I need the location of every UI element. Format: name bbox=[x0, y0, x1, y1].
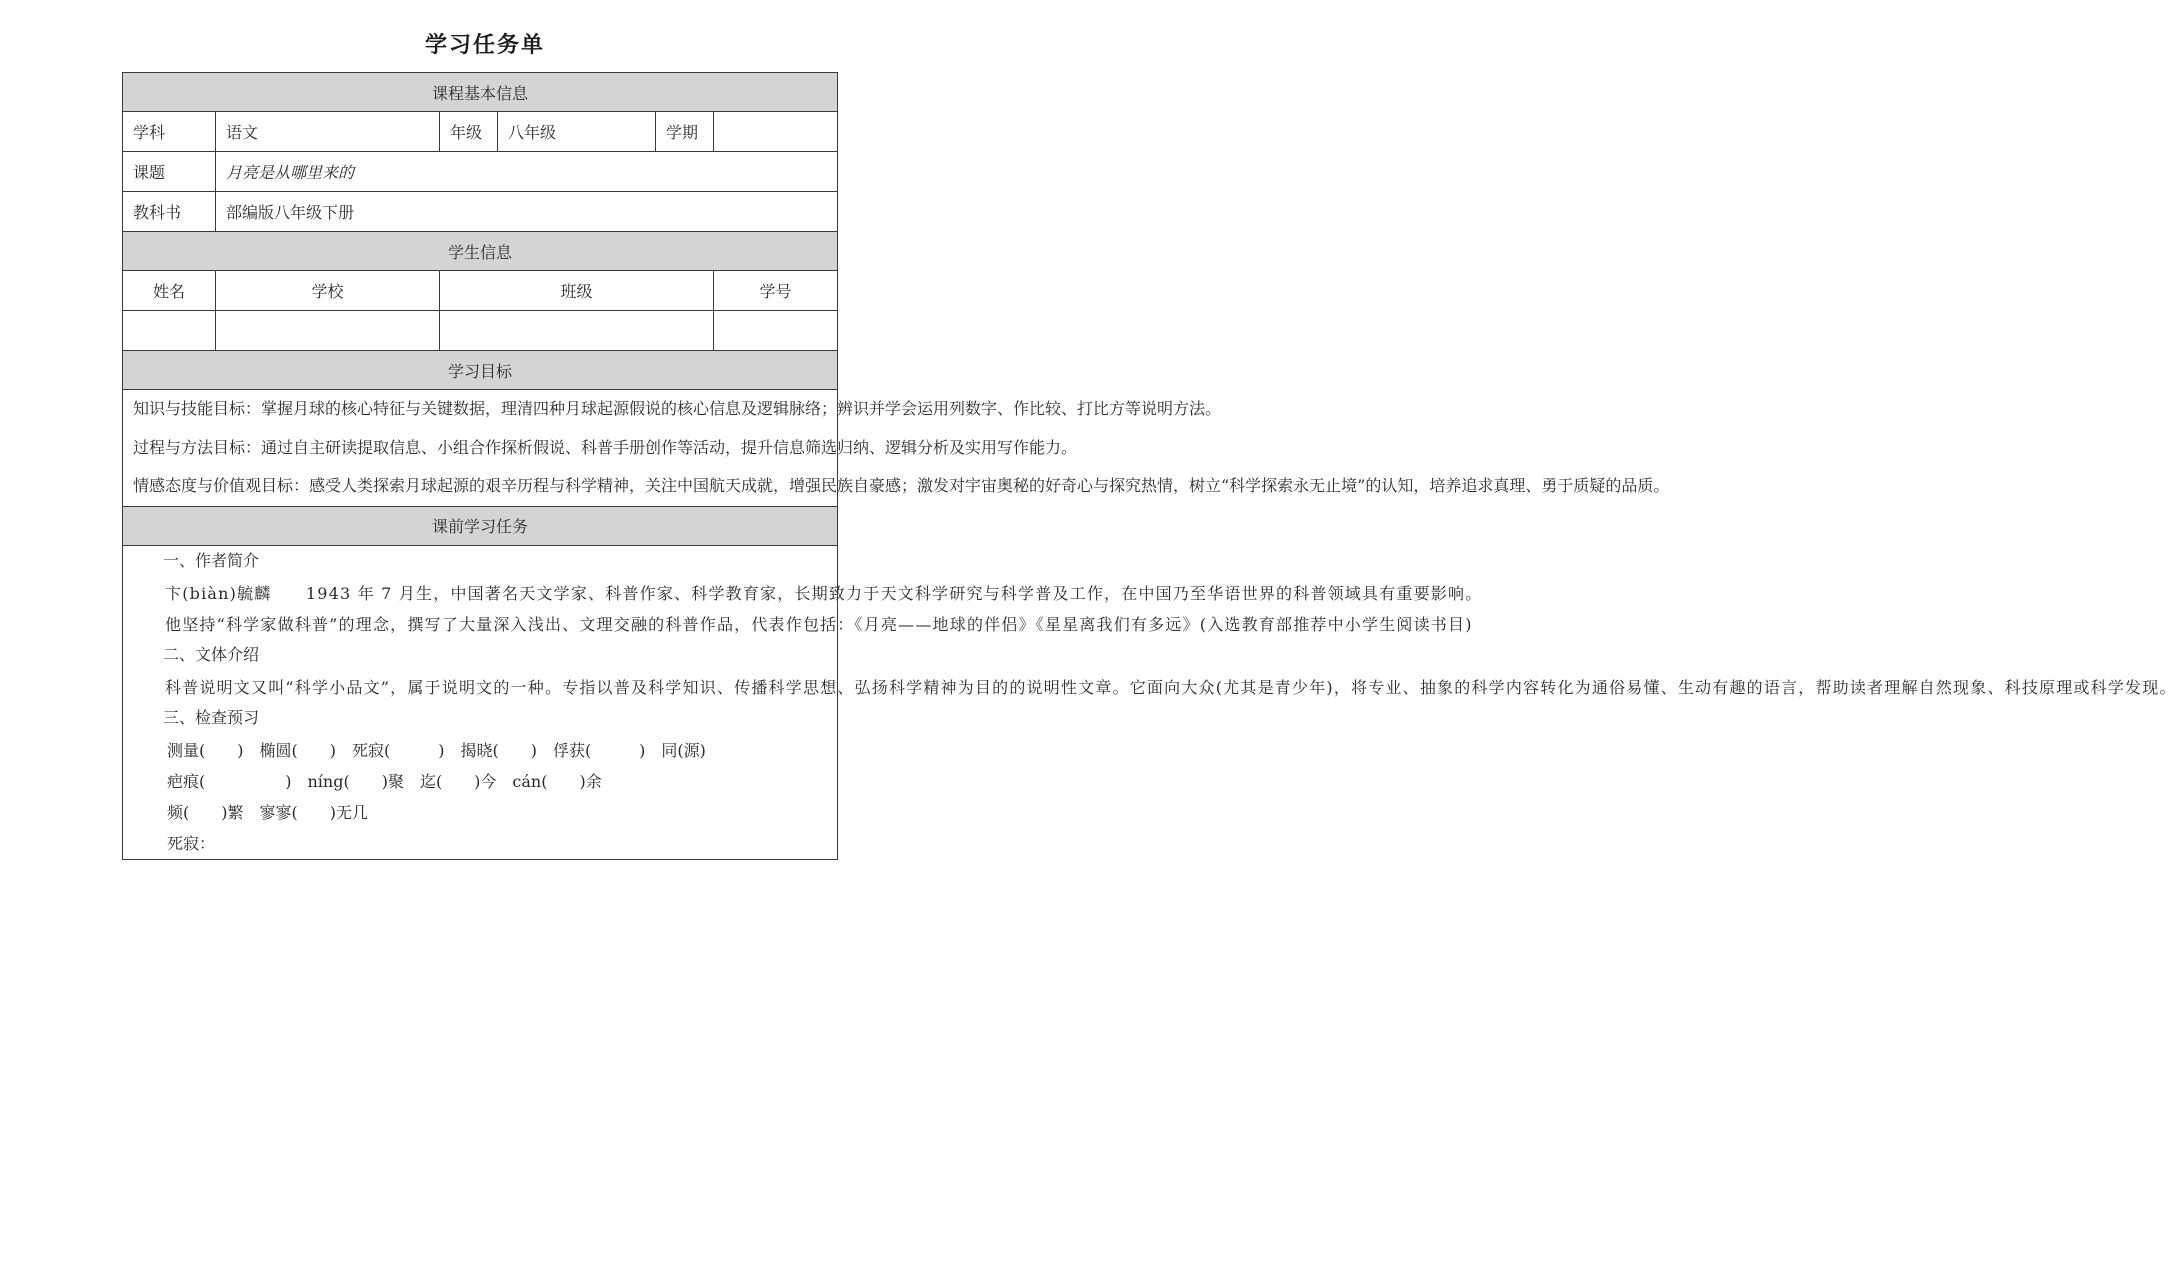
topic-label: 课题 bbox=[123, 152, 216, 192]
pre-tasks-content bbox=[123, 545, 2177, 859]
textbook-value: 部编版八年级下册 bbox=[216, 192, 838, 232]
pre-tasks-header: 课前学习任务 bbox=[123, 506, 838, 545]
student-id-input-cell[interactable] bbox=[714, 311, 838, 351]
term-label: 学期 bbox=[656, 112, 714, 152]
preview-line[interactable]: 测量( ) 椭圆( ) 死寂( ) 揭晓( ) 俘获( ) 同(源) bbox=[167, 740, 706, 760]
term-value[interactable] bbox=[714, 112, 838, 152]
grade-value: 八年级 bbox=[498, 112, 656, 152]
goal-attitude: 情感态度与价值观目标：感受人类探索月球起源的艰辛历程与科学精神，关注中国航天成就，增强民族自豪感；激发对宇宙奥秘的好奇心与探究热情，树立“科学探索永无止境”的认知，培养追求真理、勇于质疑的品质。 bbox=[133, 476, 1670, 495]
author-heading: 一、作者简介 bbox=[163, 550, 260, 570]
student-id-column-header: 学号 bbox=[714, 271, 838, 311]
genre-paragraph: 科普说明文又叫“科学小品文”，属于说明文的一种。专指以普及科学知识、传播科学思想、弘扬科学精神为目的的说明性文章。它面向大众(尤其是青少年)，将专业、抽象的科学内容转化为通俗易懂、生动有趣的语言，帮助读者理解自然现象、科技原理或科学发现。 bbox=[165, 677, 2177, 697]
school-input-cell[interactable] bbox=[216, 311, 440, 351]
school-column-header: 学校 bbox=[216, 271, 440, 311]
textbook-label: 教科书 bbox=[123, 192, 216, 232]
grade-label: 年级 bbox=[440, 112, 498, 152]
student-info-header: 学生信息 bbox=[123, 232, 838, 271]
goals-header: 学习目标 bbox=[123, 351, 838, 390]
page-title: 学习任务单 bbox=[424, 33, 545, 58]
goal-process: 过程与方法目标：通过自主研读提取信息、小组合作探析假说、科普手册创作等活动，提升信息筛选归纳、逻辑分析及实用写作能力。 bbox=[133, 437, 1078, 457]
preview-line[interactable]: 死寂： bbox=[167, 833, 216, 853]
goal-knowledge: 知识与技能目标：掌握月球的核心特征与关键数据，理清四种月球起源假说的核心信息及逻辑脉络；辨识并学会运用列数字、作比较、打比方等说明方法。 bbox=[133, 399, 1222, 418]
class-column-header: 班级 bbox=[440, 271, 714, 311]
topic-value: 月亮是从哪里来的 bbox=[216, 152, 838, 192]
author-intro-paragraph: 卞(biàn)毓麟 1943 年 7 月生，中国著名天文学家、科普作家、科学教育家，长期致力于天文科学研究与科学普及工作，在中国乃至华语世界的科普领域具有重要影响。 bbox=[165, 583, 1483, 603]
task-sheet-table bbox=[122, 72, 2177, 860]
preview-line[interactable]: 疤痕( ) níng( )聚 迄( )今 cán( )余 bbox=[167, 771, 602, 791]
subject-value: 语文 bbox=[216, 112, 440, 152]
goals-content bbox=[123, 390, 1670, 507]
name-input-cell[interactable] bbox=[123, 311, 216, 351]
preview-heading: 三、检查预习 bbox=[163, 707, 260, 727]
genre-heading: 二、文体介绍 bbox=[163, 644, 260, 664]
author-works-paragraph: 他坚持“科学家做科普”的理念，撰写了大量深入浅出、文理交融的科普作品，代表作包括：《月亮——地球的伴侣》《星星离我们有多远》(入选教育部推荐中小学生阅读书目) bbox=[165, 614, 1473, 634]
preview-line[interactable]: 频( )繁 寥寥( )无几 bbox=[167, 802, 368, 822]
course-info-header: 课程基本信息 bbox=[123, 73, 838, 112]
class-input-cell[interactable] bbox=[440, 311, 714, 351]
name-column-header: 姓名 bbox=[123, 271, 216, 311]
subject-label: 学科 bbox=[123, 112, 216, 152]
